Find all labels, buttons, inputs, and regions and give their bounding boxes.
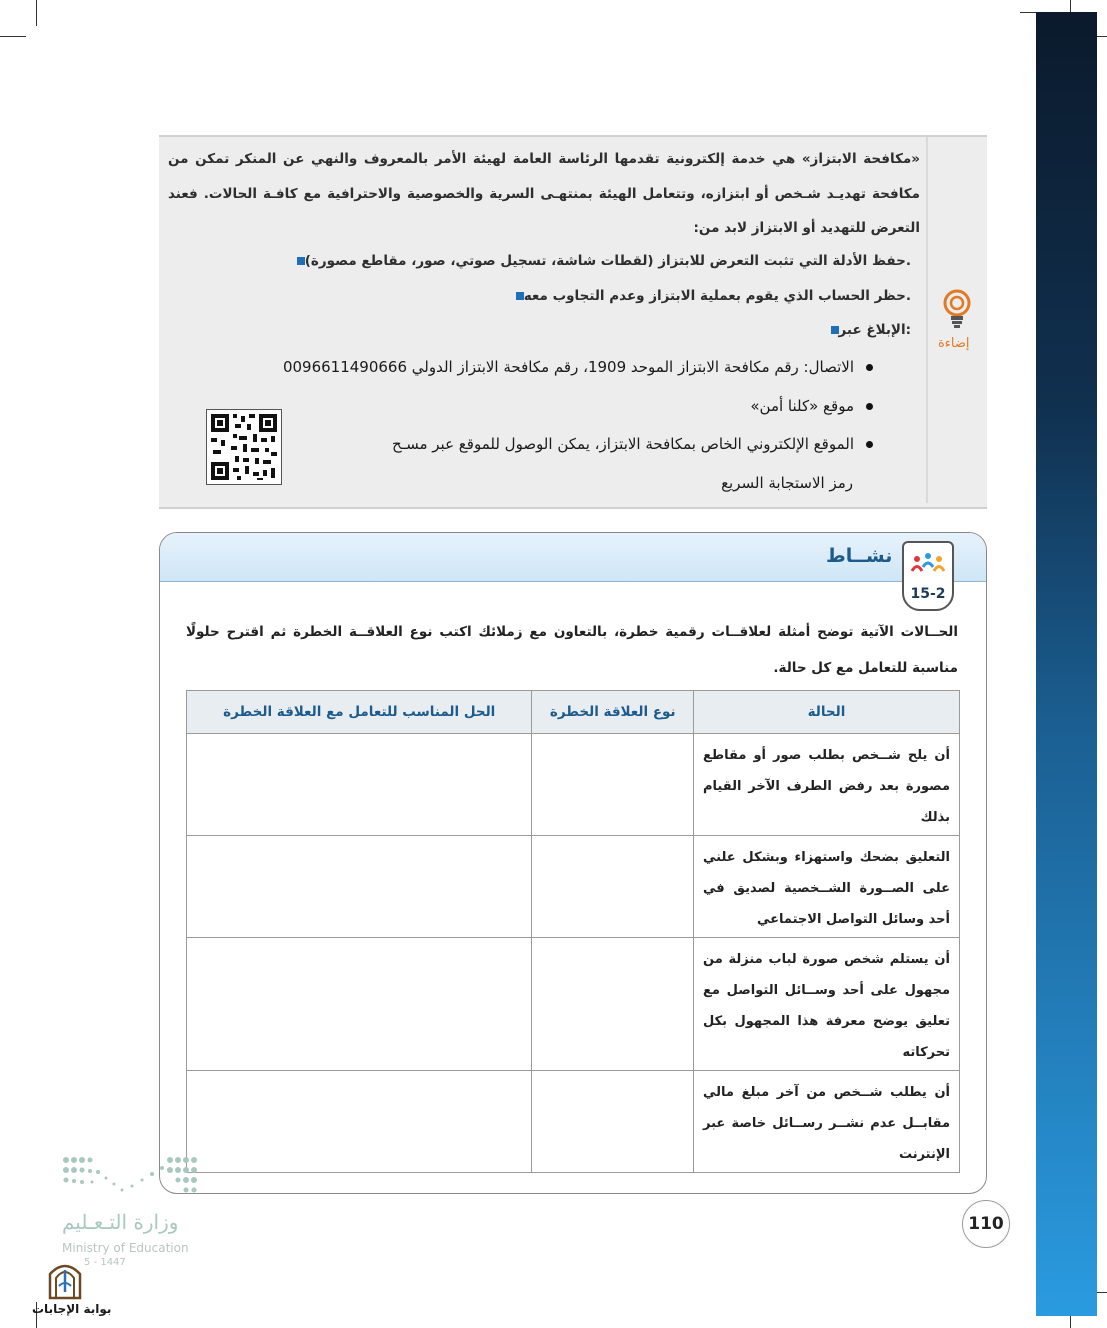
column-header-solution: الحل المناسب للتعامل مع العلاقة الخطرة [187,691,532,734]
qr-code[interactable] [206,409,282,485]
activity-number: 15-2 [910,586,946,602]
type-answer-cell[interactable] [532,836,694,938]
solution-answer-cell[interactable] [187,1071,532,1173]
activity-title: نشــاط [826,545,893,567]
crop-mark [36,0,37,26]
activity-intro: الحــالات الآتية توضح أمثلة لعلاقــات رقمية خطرة، بالتعاون مع زملائك اكتب نوع العلاقــة الخطرة ثم اقترح حلولًا مناسبة للتعامل مع كل حالة. [186,624,958,676]
case-cell: أن يطلب شــخص من آخر مبلغ مالي مقابــل عدم نشــر رســائل خاصة عبر الإنترنت [694,1071,960,1173]
academic-year: 5 - 1447 [84,1257,126,1268]
bullet-square [516,292,524,300]
report-site: موقع «كلنا أمن» [750,397,873,415]
case-cell: أن يلح شــخص بطلب صور أو مقاطع مصورة بعد رفض الطرف الآخر القيام بذلك [694,734,960,836]
table-row [187,1071,960,1173]
bullet-dot [866,403,873,410]
bullet-square [297,257,305,265]
solution-answer-cell[interactable] [187,938,532,1071]
info-divider [926,137,928,503]
side-label: إضاءة [938,336,970,351]
case-cell: أن يستلم شخص صورة لباب منزلة من مجهول على أحد وســائل التواصل مع تعليق يوضح معرفة هذا المجهول بكل تحركاته [694,938,960,1071]
portal-logo-icon [44,1256,86,1300]
table-row [187,734,960,836]
people-icon [906,549,950,581]
column-header-type: نوع العلاقة الخطرة [532,691,694,734]
report-phone: الاتصال: رقم مكافحة الابتزاز الموحد 1909، رقم مكافحة الابتزاز الدولي 0096611490666 [283,358,873,376]
crop-mark [0,36,26,37]
type-answer-cell[interactable] [532,1071,694,1173]
page-number: 110 [962,1200,1010,1248]
bullet-dot [866,441,873,448]
info-item: حفظ الأدلة التي تثبت التعرض للابتزاز (لقطات شاشة، تسجيل صوتي، صور، مقاطع مصورة). [279,253,911,269]
type-answer-cell[interactable] [532,734,694,836]
lightbulb-icon [940,288,974,332]
side-color-band [1036,12,1097,1316]
portal-name: بوابة الإجابات [32,1302,112,1316]
solution-answer-cell[interactable] [187,836,532,938]
report-web: الموقع الإلكتروني الخاص بمكافحة الابتزاز، يمكن الوصول للموقع عبر مسـح [392,435,873,453]
ministry-name-en: Ministry of Education [62,1241,189,1255]
table-row [187,836,960,938]
phone-number: 0096611490666 [282,358,408,376]
case-cell: التعليق بضحك واستهزاء وبشكل علني على الصــورة الشــخصية لصديق في أحد وسائل التواصل الاجتماعي [694,836,960,938]
report-web-cont: رمز الاستجابة السريع [721,474,853,492]
table-row [187,938,960,1071]
bullet-dot [866,364,873,371]
info-item: حظر الحساب الذي يقوم بعملية الابتزاز وعدم التجاوب معه. [498,288,911,304]
column-header-case: الحالة [694,691,960,734]
ministry-name-ar: وزارة التـعـليم [62,1210,179,1234]
type-answer-cell[interactable] [532,938,694,1071]
bullet-square [831,326,839,334]
cases-table [186,690,960,1173]
solution-answer-cell[interactable] [187,734,532,836]
info-item: الإبلاغ عبر: [813,322,911,338]
info-paragraph: «مكافحة الابتزاز» هي خدمة إلكترونية تقدمها الرئاسة العامة لهيئة الأمر بالمعروف والنهي عن المنكر تمكن من مكافحة تهديـد شـخص أو ابتزازه، وتتعامل الهيئة بمنتهـى السرية والخصوصية والاحترافية مع كافـة الحالات. فعند التعرض للتهديد أو الابتزاز لابد من: [168,151,920,236]
ministry-logo-icon [62,1156,198,1196]
